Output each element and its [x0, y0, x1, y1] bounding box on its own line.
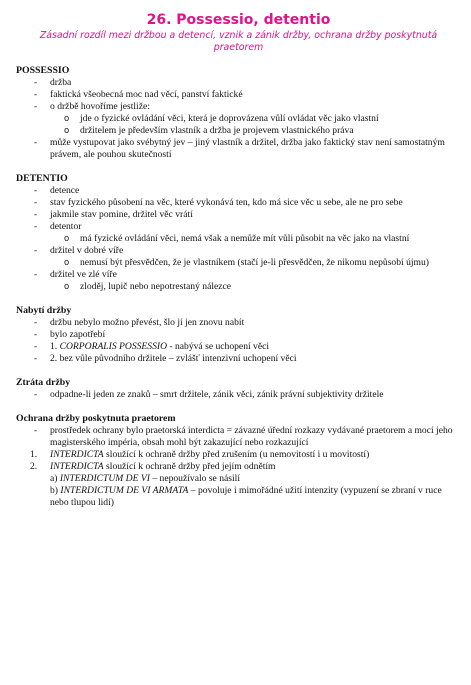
list-item: - faktická všeobecná moc nad věcí, panství faktické — [34, 89, 243, 100]
list-item: - 2. bez vůle původního držitele – zvlášť intenzivní uchopení věci — [34, 353, 297, 364]
section-heading: Nabytí držby — [16, 305, 72, 316]
list-item: - držbu nebylo možno převést, šlo jí jen znovu nabít — [34, 317, 245, 328]
sub-list-item: o jde o fyzické ovládání věci, která je doprovázena vůlí ovládat věc jako vlastní — [64, 113, 379, 124]
numbered-item: 1. INTERDICTA sloužící k ochraně držby před zrušením (u nemovitostí i u movitostí) — [30, 449, 370, 460]
latin-term: INTERDICTUM DE VI ARMATA — [60, 485, 189, 496]
circle-marker: o — [64, 234, 70, 244]
list-item: - držitel v dobré víře — [34, 245, 124, 256]
dash-marker: - — [34, 353, 38, 364]
circle-marker: o — [64, 258, 70, 268]
sub-item-a: a) INTERDICTUM DE VI – nepoužívalo se násilí — [50, 473, 240, 484]
dash-marker: - — [34, 209, 38, 220]
dash-marker: - — [34, 101, 38, 112]
page-title: 26. Possessio, detentio — [146, 12, 331, 28]
sub-list-item: o zloděj, lupič nebo nepotrestaný nálezce — [64, 281, 232, 292]
bullet-list — [16, 425, 461, 449]
section-heading: Ochrana držby poskytnuta praetorem — [16, 413, 176, 424]
section-ztrata-drzby — [16, 377, 461, 401]
list-item: - prostředek ochrany bylo praetorská interdicta = závazné úřední rozkazy vydávané praetorem a mocí jeho magisterského impéria, obsah mohl být zakazující nebo rozkazující — [34, 425, 453, 448]
list-item: - bylo zapotřebí — [34, 329, 106, 340]
numbered-item: 2. INTERDICTA sloužící k ochraně držby před jejím odnětím — [30, 461, 276, 472]
dash-marker: - — [34, 269, 38, 280]
circle-marker: o — [64, 114, 70, 124]
list-item: - jakmile stav pomine, držitel věc vrátí — [34, 209, 193, 220]
sub-item-b: b) INTERDICTUM DE VI ARMATA – povoluje i mimořádné užití intenzity (vypuzení se zbraní v ruce nebo tlupou lidí) — [50, 485, 442, 508]
list-item: - držitel ve zlé víře — [34, 269, 117, 280]
list-item: - držba — [34, 77, 72, 88]
list-item: - detence — [34, 185, 80, 196]
list-item: - může vystupovat jako svébytný jev – jiný vlastník a držitel, držba jako faktický stav není samostatným právem, ale pouhou skutečností — [34, 137, 445, 160]
dash-marker: - — [34, 185, 38, 196]
list-item: - 1. CORPORALIS POSSESSIO - nabývá se uchopení věci — [34, 341, 270, 352]
list-item: - o držbě hovoříme jestliže: — [34, 101, 150, 112]
circle-marker: o — [64, 126, 70, 136]
dash-marker: - — [34, 329, 38, 340]
dash-marker: - — [34, 89, 38, 100]
latin-term: INTERDICTA — [50, 449, 104, 460]
list-item: - detentor — [34, 221, 82, 232]
sub-list-item: o nemusí být přesvědčen, že je vlastníkem (stačí je-li přesvědčen, že nikomu nepůsobí újmu) — [64, 257, 430, 268]
bullet-list — [16, 77, 461, 161]
section-possessio — [16, 65, 461, 161]
numbered-list — [16, 449, 461, 473]
circle-marker: o — [64, 282, 70, 292]
dash-marker: - — [34, 245, 38, 256]
dash-marker: - — [34, 137, 38, 148]
section-heading: DETENTIO — [16, 173, 68, 184]
section-heading: Ztráta držby — [16, 377, 71, 388]
dash-marker: - — [34, 425, 38, 436]
latin-term: INTERDICTA — [50, 461, 104, 472]
list-item: - stav fyzického působení na věc, které vykonává ten, kdo má sice věc u sebe, ale ne pro sebe — [34, 197, 403, 208]
latin-term: CORPORALIS POSSESSIO — [59, 341, 167, 352]
sub-list-item: o držitelem je především vlastník a držba je projevem vlastnického práva — [64, 125, 354, 136]
section-heading: POSSESSIO — [16, 65, 70, 76]
dash-marker: - — [34, 197, 38, 208]
section-nabyti-drzby — [16, 305, 461, 365]
dash-marker: - — [34, 341, 38, 352]
sub-list-item: o má fyzické ovládání věci, nemá však a nemůže mít vůli působit na věc jako na vlastní — [64, 233, 410, 244]
bullet-list — [16, 389, 461, 401]
dash-marker: - — [34, 389, 38, 400]
section-detentio — [16, 173, 461, 293]
list-item: - odpadne-li jeden ze znaků – smrt držitele, zánik věci, zánik právní subjektivity držitele — [34, 389, 384, 400]
dash-marker: - — [34, 221, 38, 232]
bullet-list — [16, 185, 461, 293]
dash-marker: - — [34, 317, 38, 328]
bullet-list — [16, 317, 461, 365]
latin-term: INTERDICTUM DE VI — [59, 473, 150, 484]
page-subtitle: Zásadní rozdíl mezi držbou a detencí, vznik a zánik držby, ochrana držby poskytnutá praetorem — [39, 30, 438, 53]
section-ochrana-drzby — [16, 413, 461, 509]
dash-marker: - — [34, 77, 38, 88]
